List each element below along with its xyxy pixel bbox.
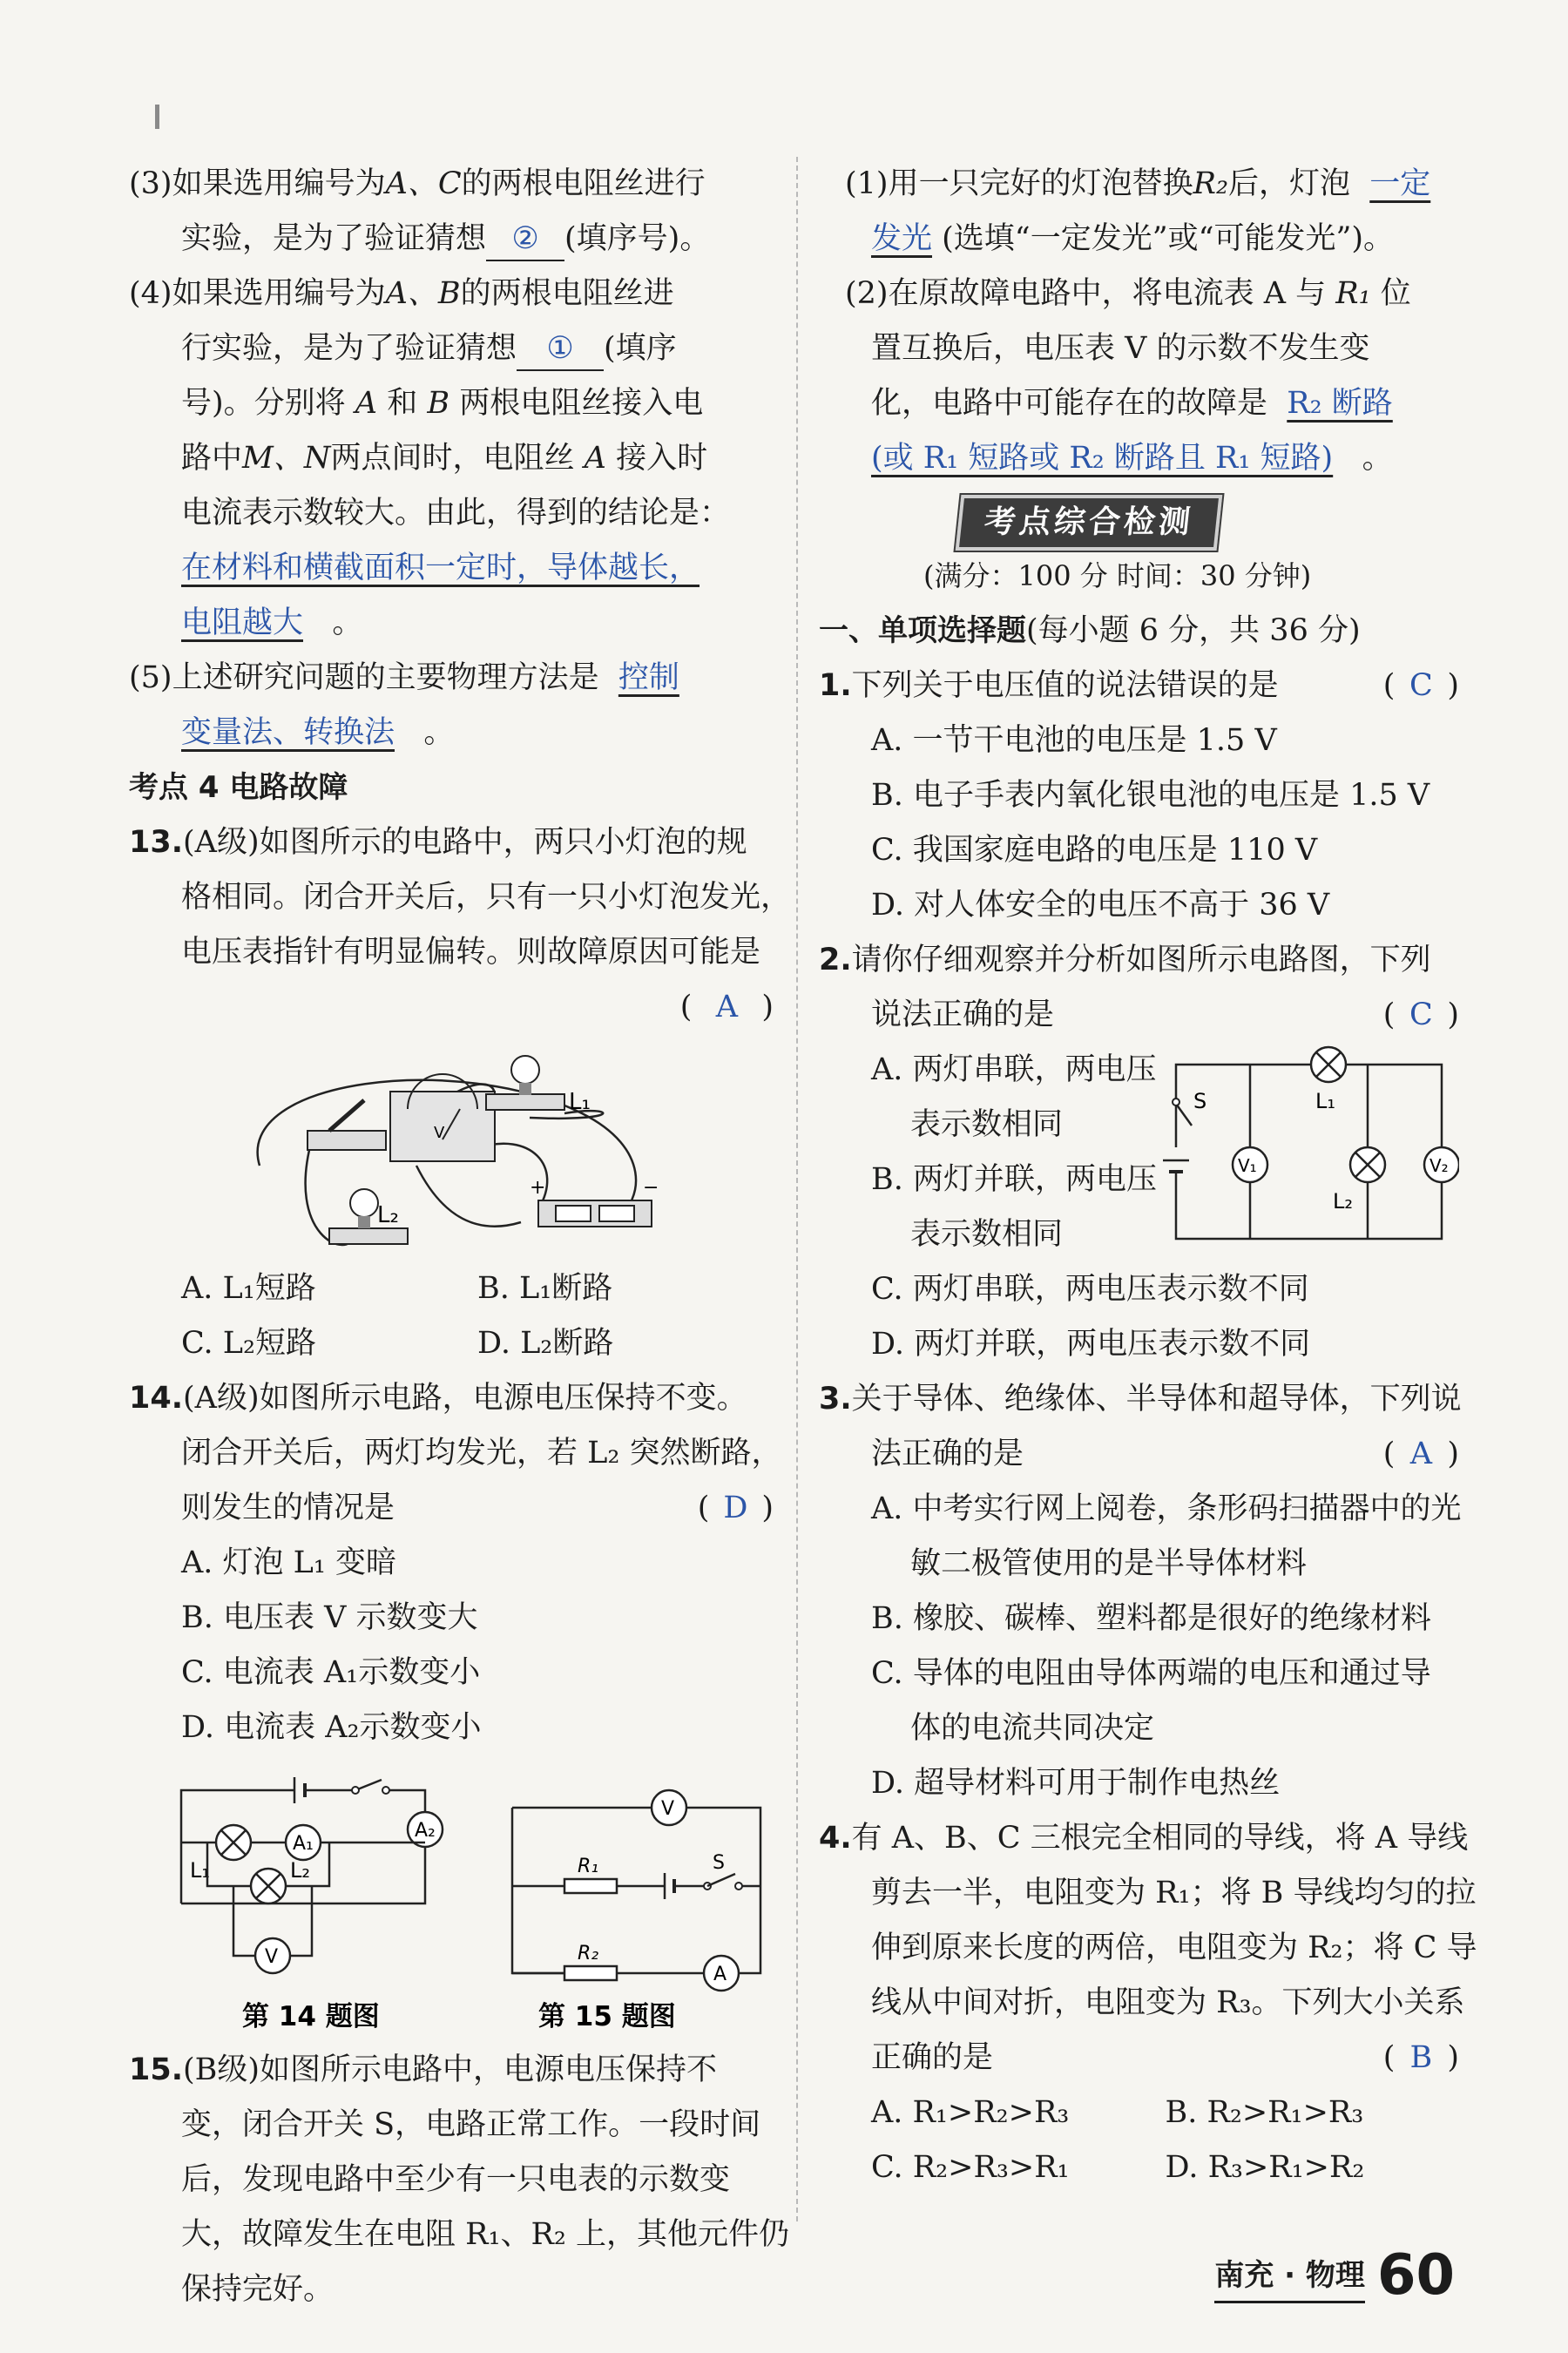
q15-1-line2: 发光 (选填“一定发光”或“可能发光”)。 xyxy=(871,221,1395,256)
q3-option-c-line2: 体的电流共同决定 xyxy=(910,1711,1155,1746)
q14-line1: 14.(A级)如图所示电路，电源电压保持不变。 xyxy=(129,1381,747,1416)
q12-5-line1: (5)上述研究问题的主要物理方法是 控制 xyxy=(129,660,679,695)
q2-answer: C xyxy=(1409,997,1433,1032)
q2-fig-l2-label: L₂ xyxy=(1333,1189,1353,1214)
q14-option-b: B. 电压表 V 示数变大 xyxy=(181,1600,478,1635)
q2-option-a-line1: A. 两灯串联，两电压 xyxy=(871,1052,1157,1087)
q12-4-line2: 行实验，是为了验证猜想 ① (填序 xyxy=(129,321,774,376)
q13-circuit-figure xyxy=(129,1035,774,1261)
fig14-l1-label: L₁ xyxy=(190,1858,210,1883)
page-footer xyxy=(1214,2243,1455,2308)
q13-options-row1 xyxy=(129,1261,774,1316)
q4-line2: 剪去一半，电阻变为 R₁；将 B 导线均匀的拉 xyxy=(871,1876,1477,1910)
q13-fig-v-label: V xyxy=(434,1124,445,1142)
q3-option-b: B. 橡胶、碳棒、塑料都是很好的绝缘材料 xyxy=(871,1601,1431,1636)
q4-options-row1 xyxy=(819,2086,1459,2140)
q1-stem: 1.下列关于电压值的说法错误的是 ( C ) xyxy=(819,659,1459,713)
q14-line2: 闭合开关后，两灯均发光，若 L₂ 突然断路， xyxy=(181,1436,782,1471)
fig15-v-label: V xyxy=(661,1798,675,1820)
fig15-r2-label: R₂ xyxy=(578,1943,599,1964)
q3-option-a-line2: 敏二极管使用的是半导体材料 xyxy=(910,1546,1308,1581)
column-divider xyxy=(796,157,798,2221)
q4-option-b: B. R₂>R₁>R₃ xyxy=(1165,2095,1364,2130)
q12-3-answer: ② xyxy=(486,218,564,261)
section-heading-circuit-fault: 考点 4 电路故障 xyxy=(129,770,348,805)
banner-row xyxy=(819,486,1459,549)
q1-option-b: B. 电子手表内氧化银电池的电压是 1.5 V xyxy=(871,778,1430,813)
q4-line4: 线从中间对折，电阻变为 R₃。下列大小关系 xyxy=(871,1985,1465,2020)
q3-option-a-line1: A. 中考实行网上阅卷，条形码扫描器中的光 xyxy=(871,1491,1462,1526)
part1-heading: 一、单项选择题(每小题 6 分，共 36 分) xyxy=(819,613,1361,648)
fig15-caption: 第 15 题图 xyxy=(538,2001,676,2032)
q12-4-conclusion2: 电阻越大 。 xyxy=(181,605,363,640)
q14-option-c: C. 电流表 A₁示数变小 xyxy=(181,1655,481,1690)
q12-4-line5: 电流表示数较大。由此，得到的结论是： xyxy=(181,496,731,531)
q15-2-line4: (或 R₁ 短路或 R₂ 断路且 R₁ 短路) 。 xyxy=(871,441,1393,476)
q15-line3: 后，发现电路中至少有一只电表的示数变 xyxy=(181,2162,731,2197)
q15-line4: 大，故障发生在电阻 R₁、R₂ 上，其他元件仍 xyxy=(181,2217,790,2252)
fig15-a-label: A xyxy=(713,1964,727,1985)
q14-option-a: A. 灯泡 L₁ 变暗 xyxy=(181,1545,397,1580)
q2-fig-s-label: S xyxy=(1193,1089,1207,1113)
q13-answer: A xyxy=(715,990,738,1024)
fig14-a1-label: A₁ xyxy=(293,1833,314,1855)
q2-option-b-line2: 表示数相同 xyxy=(910,1217,1064,1252)
q12-3-line1: (3)如果选用编号为A、C的两根电阻丝进行 xyxy=(129,166,706,201)
q15-line1: 15.(B级)如图所示电路中，电源电压保持不 xyxy=(129,2052,718,2087)
q14-line3: 则发生的情况是 ( D ) xyxy=(129,1481,774,1536)
bulb-l2-icon xyxy=(329,1189,408,1244)
bulb-l1-icon xyxy=(486,1056,591,1115)
q13-line3: 电压表指针有明显偏转。则故障原因可能是 xyxy=(181,935,761,970)
q12-4-conclusion1: 在材料和横截面积一定时，导体越长， xyxy=(181,551,700,585)
q3-line2: 法正确的是 ( A ) xyxy=(819,1427,1459,1482)
q1-answer: C xyxy=(1409,668,1433,703)
q2-option-c: C. 两灯串联，两电压表示数不同 xyxy=(871,1272,1309,1307)
q15-line5: 保持完好。 xyxy=(181,2272,335,2307)
q2-options-with-figure xyxy=(819,1043,1459,1262)
fig14-a2-label: A₂ xyxy=(415,1820,436,1842)
q15-line2: 变，闭合开关 S，电路正常工作。一段时间 xyxy=(181,2107,761,2142)
q15-2-line1: (2)在原故障电路中，将电流表 A 与 R₁ 位 xyxy=(845,276,1411,311)
q2-circuit-figure xyxy=(1159,1043,1459,1261)
q2-option-a-line2: 表示数相同 xyxy=(910,1107,1064,1142)
q14-option-d: D. 电流表 A₂示数变小 xyxy=(181,1710,482,1745)
q12-4-line1: (4)如果选用编号为A、B的两根电阻丝进 xyxy=(129,276,674,311)
page-number: 60 xyxy=(1376,2243,1455,2308)
q2-option-d: D. 两灯并联，两电压表示数不同 xyxy=(871,1327,1311,1362)
q4-line3: 伸到原来长度的两倍，电阻变为 R₂；将 C 导 xyxy=(871,1930,1477,1965)
fig15-r1-label: R₁ xyxy=(578,1856,599,1877)
q13-fig-l1-label: L₁ xyxy=(569,1089,591,1115)
left-column xyxy=(129,157,792,2317)
right-column xyxy=(819,157,1477,2195)
q13-option-a: A. L₁短路 xyxy=(181,1271,316,1306)
svg-text:+: + xyxy=(530,1177,546,1199)
q13-fig-l2-label: L₂ xyxy=(377,1202,399,1228)
q13-line2: 格相同。闭合开关后，只有一只小灯泡发光， xyxy=(181,880,792,915)
q2-line1: 2.请你仔细观察并分析如图所示电路图，下列 xyxy=(819,943,1431,977)
q4-option-c: C. R₂>R₃>R₁ xyxy=(871,2150,1070,2185)
fig15-s-label: S xyxy=(713,1852,725,1874)
battery-icon xyxy=(530,1177,659,1227)
q4-line1: 4.有 A、B、C 三根完全相同的导线，将 A 导线 xyxy=(819,1821,1469,1856)
q4-answer: B xyxy=(1409,2040,1433,2075)
exam-meta: (满分：100 分 时间：30 分钟) xyxy=(923,559,1312,592)
q1-option-a: A. 一节干电池的电压是 1.5 V xyxy=(871,723,1277,758)
footer-subject: 南充 · 物理 xyxy=(1214,2251,1365,2303)
q4-option-d: D. R₃>R₁>R₂ xyxy=(1165,2150,1365,2185)
q15-2-line3: 化，电路中可能存在的故障是 R₂ 断路 xyxy=(871,386,1393,421)
q1-option-d: D. 对人体安全的电压不高于 36 V xyxy=(871,888,1330,923)
q4-option-a: A. R₁>R₂>R₃ xyxy=(871,2095,1070,2130)
q2-fig-l1-label: L₁ xyxy=(1315,1089,1335,1113)
q2-option-b-line1: B. 两灯并联，两电压 xyxy=(871,1162,1157,1197)
fig14-l2-label: L₂ xyxy=(290,1858,310,1883)
fig14-v-label: V xyxy=(265,1946,279,1968)
q12-4-line4: 路中M、N两点间时，电阻丝 A 接入时 xyxy=(181,441,708,476)
q13-option-c: C. L₂短路 xyxy=(181,1326,317,1361)
fig14-circuit xyxy=(181,1777,443,2032)
q3-option-c-line1: C. 导体的电阻由导体两端的电压和通过导 xyxy=(871,1656,1431,1691)
fig15-circuit xyxy=(512,1790,760,2032)
q13-line1: 13.(A级)如图所示的电路中，两只小灯泡的规 xyxy=(129,825,747,860)
page-margin-mark xyxy=(155,105,159,129)
q3-line1: 3.关于导体、绝缘体、半导体和超导体，下列说 xyxy=(819,1382,1462,1417)
q12-4-answer: ① xyxy=(517,328,604,371)
q14-answer: D xyxy=(723,1491,748,1525)
q4-options-row2 xyxy=(819,2140,1459,2195)
section-banner: 考点综合检测 xyxy=(956,495,1223,551)
q2-fig-v1-label: V₁ xyxy=(1238,1155,1257,1176)
q3-answer: A xyxy=(1409,1437,1432,1471)
q2-line2: 说法正确的是 ( C ) xyxy=(819,988,1459,1043)
voltmeter-icon xyxy=(390,1074,495,1161)
fig14-caption: 第 14 题图 xyxy=(242,2001,380,2032)
q1-option-c: C. 我国家庭电路的电压是 110 V xyxy=(871,833,1318,868)
q13-option-d: D. L₂断路 xyxy=(477,1326,614,1361)
q13-option-b: B. L₁断路 xyxy=(477,1271,613,1306)
q12-4-line3: 号)。分别将 A 和 B 两根电阻丝接入电 xyxy=(181,386,704,421)
q3-option-d: D. 超导材料可用于制作电热丝 xyxy=(871,1766,1281,1801)
q12-5-line2: 变量法、转换法 。 xyxy=(181,715,455,750)
q14-q15-figures xyxy=(129,1755,774,2043)
q12-3-line2: 实验，是为了验证猜想 ② (填序号)。 xyxy=(129,212,774,267)
q15-1-line1: (1)用一只完好的灯泡替换R₂后，灯泡 一定 xyxy=(845,166,1431,201)
q13-answer-row: ( A ) xyxy=(129,980,774,1035)
q4-line5: 正确的是 ( B ) xyxy=(819,2031,1459,2086)
q15-2-line2: 置互换后，电压表 V 的示数不发生变 xyxy=(871,331,1370,366)
svg-text:−: − xyxy=(643,1177,659,1199)
switch-icon xyxy=(308,1100,386,1150)
q2-fig-v2-label: V₂ xyxy=(1429,1155,1449,1176)
q13-options-row2 xyxy=(129,1316,774,1371)
